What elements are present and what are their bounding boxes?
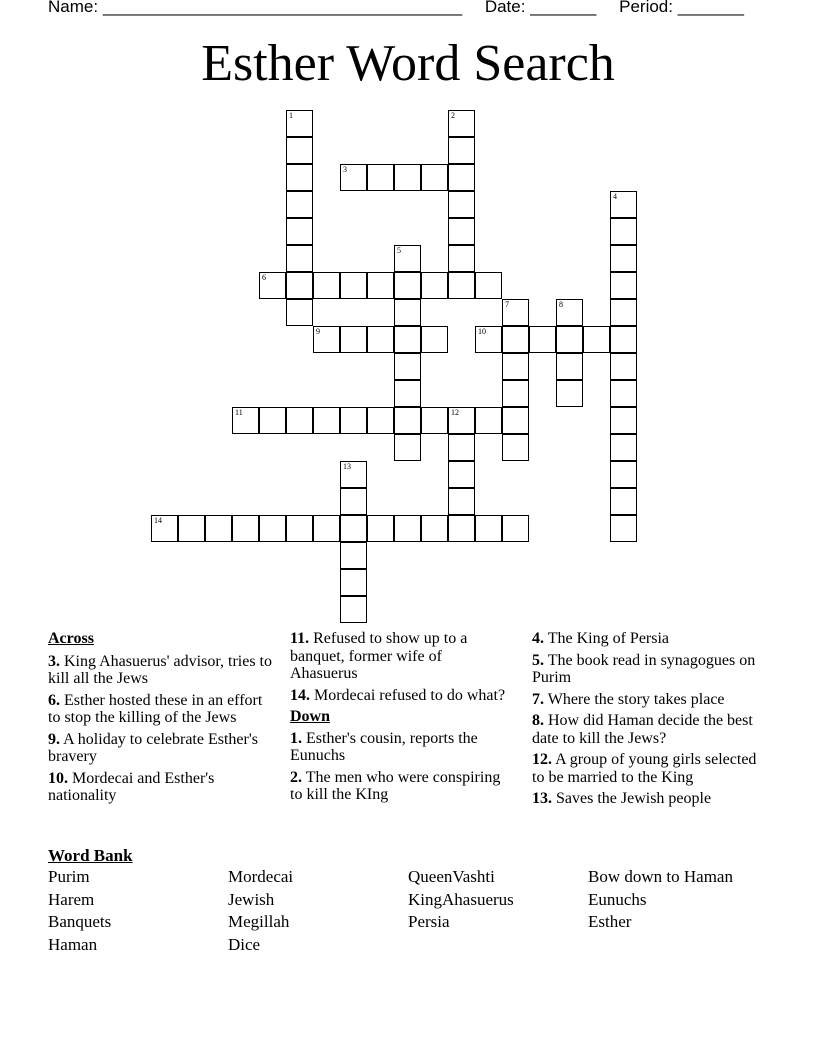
grid-cell[interactable] — [475, 326, 502, 353]
clue-down-2: 2. The men who were conspiring to kill the KIng — [290, 768, 501, 803]
grid-cell[interactable] — [313, 272, 340, 299]
grid-cell[interactable] — [475, 515, 502, 542]
grid-cell[interactable] — [340, 569, 367, 596]
grid-cell[interactable] — [448, 137, 475, 164]
grid-cell[interactable] — [286, 191, 313, 218]
clue-down-1: 1. Esther's cousin, reports the Eunuchs — [290, 729, 478, 764]
grid-cell[interactable] — [286, 164, 313, 191]
clue-number: 13 — [343, 462, 351, 471]
clue-across-14: 14. Mordecai refused to do what? — [290, 686, 506, 704]
grid-cell[interactable] — [313, 326, 340, 353]
grid-cell[interactable] — [502, 326, 529, 353]
grid-cell[interactable] — [151, 515, 178, 542]
grid-cell[interactable] — [583, 326, 610, 353]
grid-cell[interactable] — [610, 326, 637, 353]
clue-across-3: 3. King Ahasuerus' advisor, tries to kill all the Jews — [48, 652, 272, 687]
word-bank — [48, 868, 788, 954]
grid-cell[interactable] — [394, 434, 421, 461]
grid-cell[interactable] — [286, 299, 313, 326]
grid-cell[interactable] — [394, 380, 421, 407]
grid-cell[interactable] — [286, 515, 313, 542]
date-label: Date: — [484, 0, 526, 16]
grid-cell[interactable] — [286, 218, 313, 245]
clue-across-10: 10. Mordecai and Esther's nationality — [48, 769, 215, 804]
grid-cell[interactable] — [394, 353, 421, 380]
grid-cell[interactable] — [610, 191, 637, 218]
grid-cell[interactable] — [610, 434, 637, 461]
clue-across-9: 9. A holiday to celebrate Esther's bravery — [48, 730, 258, 765]
clue-number: 8 — [559, 300, 563, 309]
grid-cell[interactable] — [286, 272, 313, 299]
period-line: _______ — [677, 0, 744, 16]
clues-column-1 — [48, 630, 273, 809]
grid-cell[interactable] — [340, 542, 367, 569]
grid-cell[interactable] — [610, 380, 637, 407]
grid-cell[interactable] — [502, 353, 529, 380]
word-bank-item: Haman — [48, 934, 98, 954]
grid-cell[interactable] — [286, 407, 313, 434]
clue-down-7: 7. Where the story takes place — [532, 690, 725, 708]
grid-cell[interactable] — [259, 272, 286, 299]
down-heading: Down — [290, 708, 331, 725]
grid-cell[interactable] — [448, 434, 475, 461]
grid-cell[interactable] — [394, 407, 421, 434]
grid-cell[interactable] — [610, 245, 637, 272]
grid-cell[interactable] — [502, 380, 529, 407]
word-bank-item: Megillah — [228, 912, 290, 931]
grid-cell[interactable] — [448, 110, 475, 137]
grid-cell[interactable] — [340, 515, 367, 542]
clue-number: 3 — [343, 165, 347, 174]
clue-number: 14 — [154, 516, 162, 525]
grid-cell[interactable] — [610, 353, 637, 380]
grid-cell[interactable] — [475, 407, 502, 434]
grid-cell[interactable] — [394, 299, 421, 326]
grid-cell[interactable] — [313, 515, 340, 542]
grid-cell[interactable] — [394, 326, 421, 353]
grid-cell[interactable] — [610, 407, 637, 434]
word-bank-item: Esther — [588, 912, 632, 931]
grid-cell[interactable] — [421, 326, 448, 353]
grid-cell[interactable] — [394, 272, 421, 299]
grid-cell[interactable] — [340, 461, 367, 488]
grid-cell[interactable] — [394, 515, 421, 542]
clue-across-11: 11. Refused to show up to a banquet, former wife of Ahasuerus — [290, 630, 468, 682]
grid-cell[interactable] — [367, 326, 394, 353]
grid-cell[interactable] — [313, 407, 340, 434]
grid-cell[interactable] — [340, 164, 367, 191]
word-bank-item: Dice — [228, 934, 261, 954]
clue-number: 7 — [505, 300, 509, 309]
grid-cell[interactable] — [610, 299, 637, 326]
word-bank-item: Purim — [48, 867, 90, 886]
grid-cell[interactable] — [448, 245, 475, 272]
clue-down-4: 4. The King of Persia — [532, 630, 670, 647]
word-bank-item: Eunuchs — [588, 889, 647, 909]
grid-cell[interactable] — [475, 272, 502, 299]
grid-cell[interactable] — [556, 299, 583, 326]
clue-number: 1 — [289, 111, 293, 120]
clue-across-6: 6. Esther hosted these in an effort to stop the killing of the Jews — [48, 691, 263, 726]
clues-column-3 — [532, 630, 762, 812]
grid-cell[interactable] — [340, 488, 367, 515]
word-bank-item: Harem — [48, 889, 95, 909]
grid-cell[interactable] — [502, 407, 529, 434]
grid-cell[interactable] — [502, 299, 529, 326]
grid-cell[interactable] — [367, 272, 394, 299]
clues-column-2 — [290, 630, 512, 808]
grid-cell[interactable] — [367, 164, 394, 191]
clue-number: 4 — [613, 192, 617, 201]
grid-cell[interactable] — [178, 515, 205, 542]
clue-number: 11 — [235, 408, 243, 417]
word-bank-item: Jewish — [228, 889, 275, 909]
word-bank-item: Bow down to Haman — [588, 867, 733, 886]
grid-cell[interactable] — [448, 515, 475, 542]
grid-cell[interactable] — [340, 272, 367, 299]
grid-cell[interactable] — [610, 488, 637, 515]
grid-cell[interactable] — [259, 407, 286, 434]
across-heading: Across — [48, 630, 94, 647]
grid-cell[interactable] — [448, 191, 475, 218]
grid-cell[interactable] — [286, 110, 313, 137]
clue-number: 12 — [451, 408, 459, 417]
grid-cell[interactable] — [394, 164, 421, 191]
grid-cell[interactable] — [394, 245, 421, 272]
grid-cell[interactable] — [448, 164, 475, 191]
grid-cell[interactable] — [556, 353, 583, 380]
grid-cell[interactable] — [205, 515, 232, 542]
grid-cell[interactable] — [340, 407, 367, 434]
period-label: Period: — [619, 0, 673, 16]
word-bank-item: Mordecai — [228, 867, 294, 886]
grid-cell[interactable] — [232, 515, 259, 542]
grid-cell[interactable] — [421, 164, 448, 191]
clue-down-13: 13. Saves the Jewish people — [532, 790, 712, 807]
grid-cell[interactable] — [448, 407, 475, 434]
clue-down-12: 12. A group of young girls selected to be married to the King — [532, 751, 757, 786]
grid-cell[interactable] — [232, 407, 259, 434]
grid-cell[interactable] — [421, 272, 448, 299]
grid-cell[interactable] — [421, 515, 448, 542]
grid-cell[interactable] — [529, 326, 556, 353]
grid-cell[interactable] — [610, 461, 637, 488]
grid-cell[interactable] — [259, 515, 286, 542]
word-bank-item: QueenVashti — [408, 867, 495, 886]
page-title: Esther Word Search — [201, 35, 615, 92]
grid-cell[interactable] — [448, 488, 475, 515]
word-bank-item: Persia — [408, 912, 450, 931]
clue-number: 10 — [478, 327, 486, 336]
date-line: _______ — [530, 0, 597, 16]
grid-cell[interactable] — [367, 515, 394, 542]
grid-cell[interactable] — [556, 380, 583, 407]
grid-cell[interactable] — [448, 461, 475, 488]
grid-cell[interactable] — [448, 218, 475, 245]
grid-cell[interactable] — [340, 596, 367, 623]
grid-cell[interactable] — [367, 407, 394, 434]
word-bank-item: Banquets — [48, 912, 112, 931]
grid-cell[interactable] — [448, 272, 475, 299]
grid-cell[interactable] — [286, 137, 313, 164]
clue-number: 6 — [262, 273, 266, 282]
grid-cell[interactable] — [421, 407, 448, 434]
word-bank-item: KingAhasuerus — [408, 889, 514, 909]
clue-down-8: 8. How did Haman decide the best date to kill the Jews? — [532, 712, 753, 747]
clue-number: 9 — [316, 327, 320, 336]
word-bank-title: Word Bank — [48, 846, 133, 865]
name-label: Name: — [48, 0, 99, 16]
grid-cell[interactable] — [286, 245, 313, 272]
grid-cell[interactable] — [502, 515, 529, 542]
name-line: ______________________________________ — [102, 0, 463, 16]
clue-number: 5 — [397, 246, 401, 255]
clue-number: 2 — [451, 111, 455, 120]
clue-down-5: 5. The book read in synagogues on Purim — [532, 651, 756, 686]
grid-cell[interactable] — [556, 326, 583, 353]
grid-cell[interactable] — [340, 326, 367, 353]
grid-cell[interactable] — [502, 434, 529, 461]
grid-cell[interactable] — [610, 272, 637, 299]
grid-cell[interactable] — [610, 515, 637, 542]
grid-cell[interactable] — [610, 218, 637, 245]
